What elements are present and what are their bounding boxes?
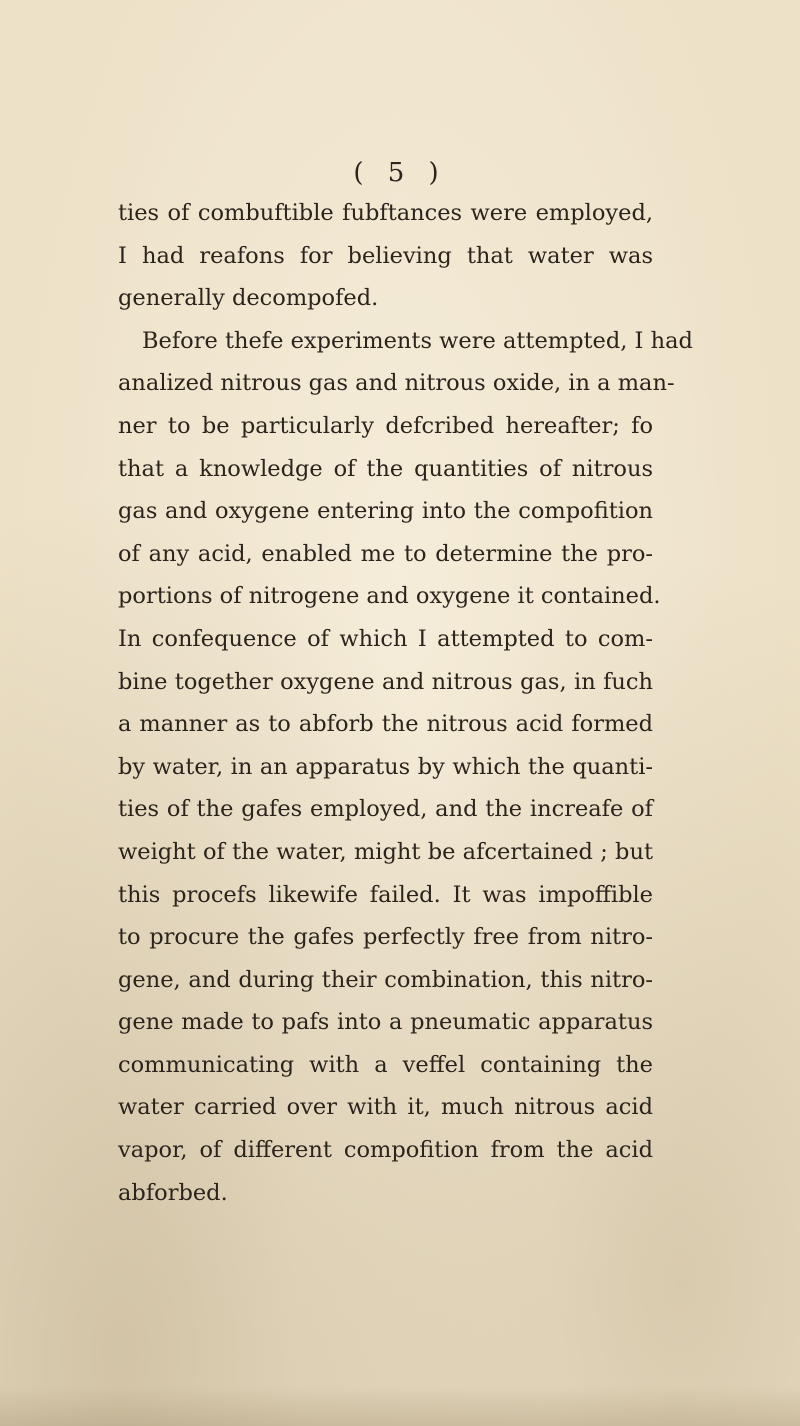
text-line: gene made to pafs into a pneumatic apparatus — [118, 1009, 653, 1036]
text-line: of any acid, enabled me to determine the pro- — [118, 540, 653, 567]
text-line: Before thefe experiments were attempted, I had — [142, 327, 693, 354]
text-line: bine together oxygene and nitrous gas, in fuch — [118, 668, 653, 695]
page-number: ( 5 ) — [353, 158, 447, 188]
page-edge-shadow — [0, 1386, 800, 1426]
text-line: In confequence of which I attempted to com- — [118, 625, 653, 652]
text-line: vapor, of different compofition from the acid — [118, 1137, 653, 1164]
text-line: generally decompofed. — [118, 285, 379, 312]
body-text — [118, 192, 693, 1214]
text-line: gene, and during their combination, this nitro- — [118, 966, 653, 993]
text-line: portions of nitrogene and oxygene it contained. — [118, 583, 661, 610]
text-line: ties of the gafes employed, and the increafe of — [118, 796, 653, 823]
text-line: analized nitrous gas and nitrous oxide, in a man- — [118, 370, 675, 397]
text-line: that a knowledge of the quantities of nitrous — [118, 455, 653, 482]
text-line: I had reafons for believing that water was — [118, 242, 653, 269]
text-line: by water, in an apparatus by which the quanti- — [118, 753, 653, 780]
text-line: communicating with a veffel containing the — [118, 1051, 653, 1078]
text-line: water carried over with it, much nitrous acid — [118, 1094, 653, 1121]
text-line: ner to be particularly defcribed hereafter; fo — [118, 412, 653, 439]
text-line: gas and oxygene entering into the compofition — [118, 498, 653, 525]
text-line: to procure the gafes perfectly free from nitro- — [118, 924, 653, 951]
text-line: abforbed. — [118, 1179, 228, 1206]
text-line: weight of the water, might be afcertained ; but — [118, 838, 653, 865]
text-line: a manner as to abforb the nitrous acid formed — [118, 711, 653, 738]
text-line: this procefs likewife failed. It was impoffible — [118, 881, 653, 908]
text-line: ties of combuftible fubftances were employed, — [118, 200, 653, 226]
